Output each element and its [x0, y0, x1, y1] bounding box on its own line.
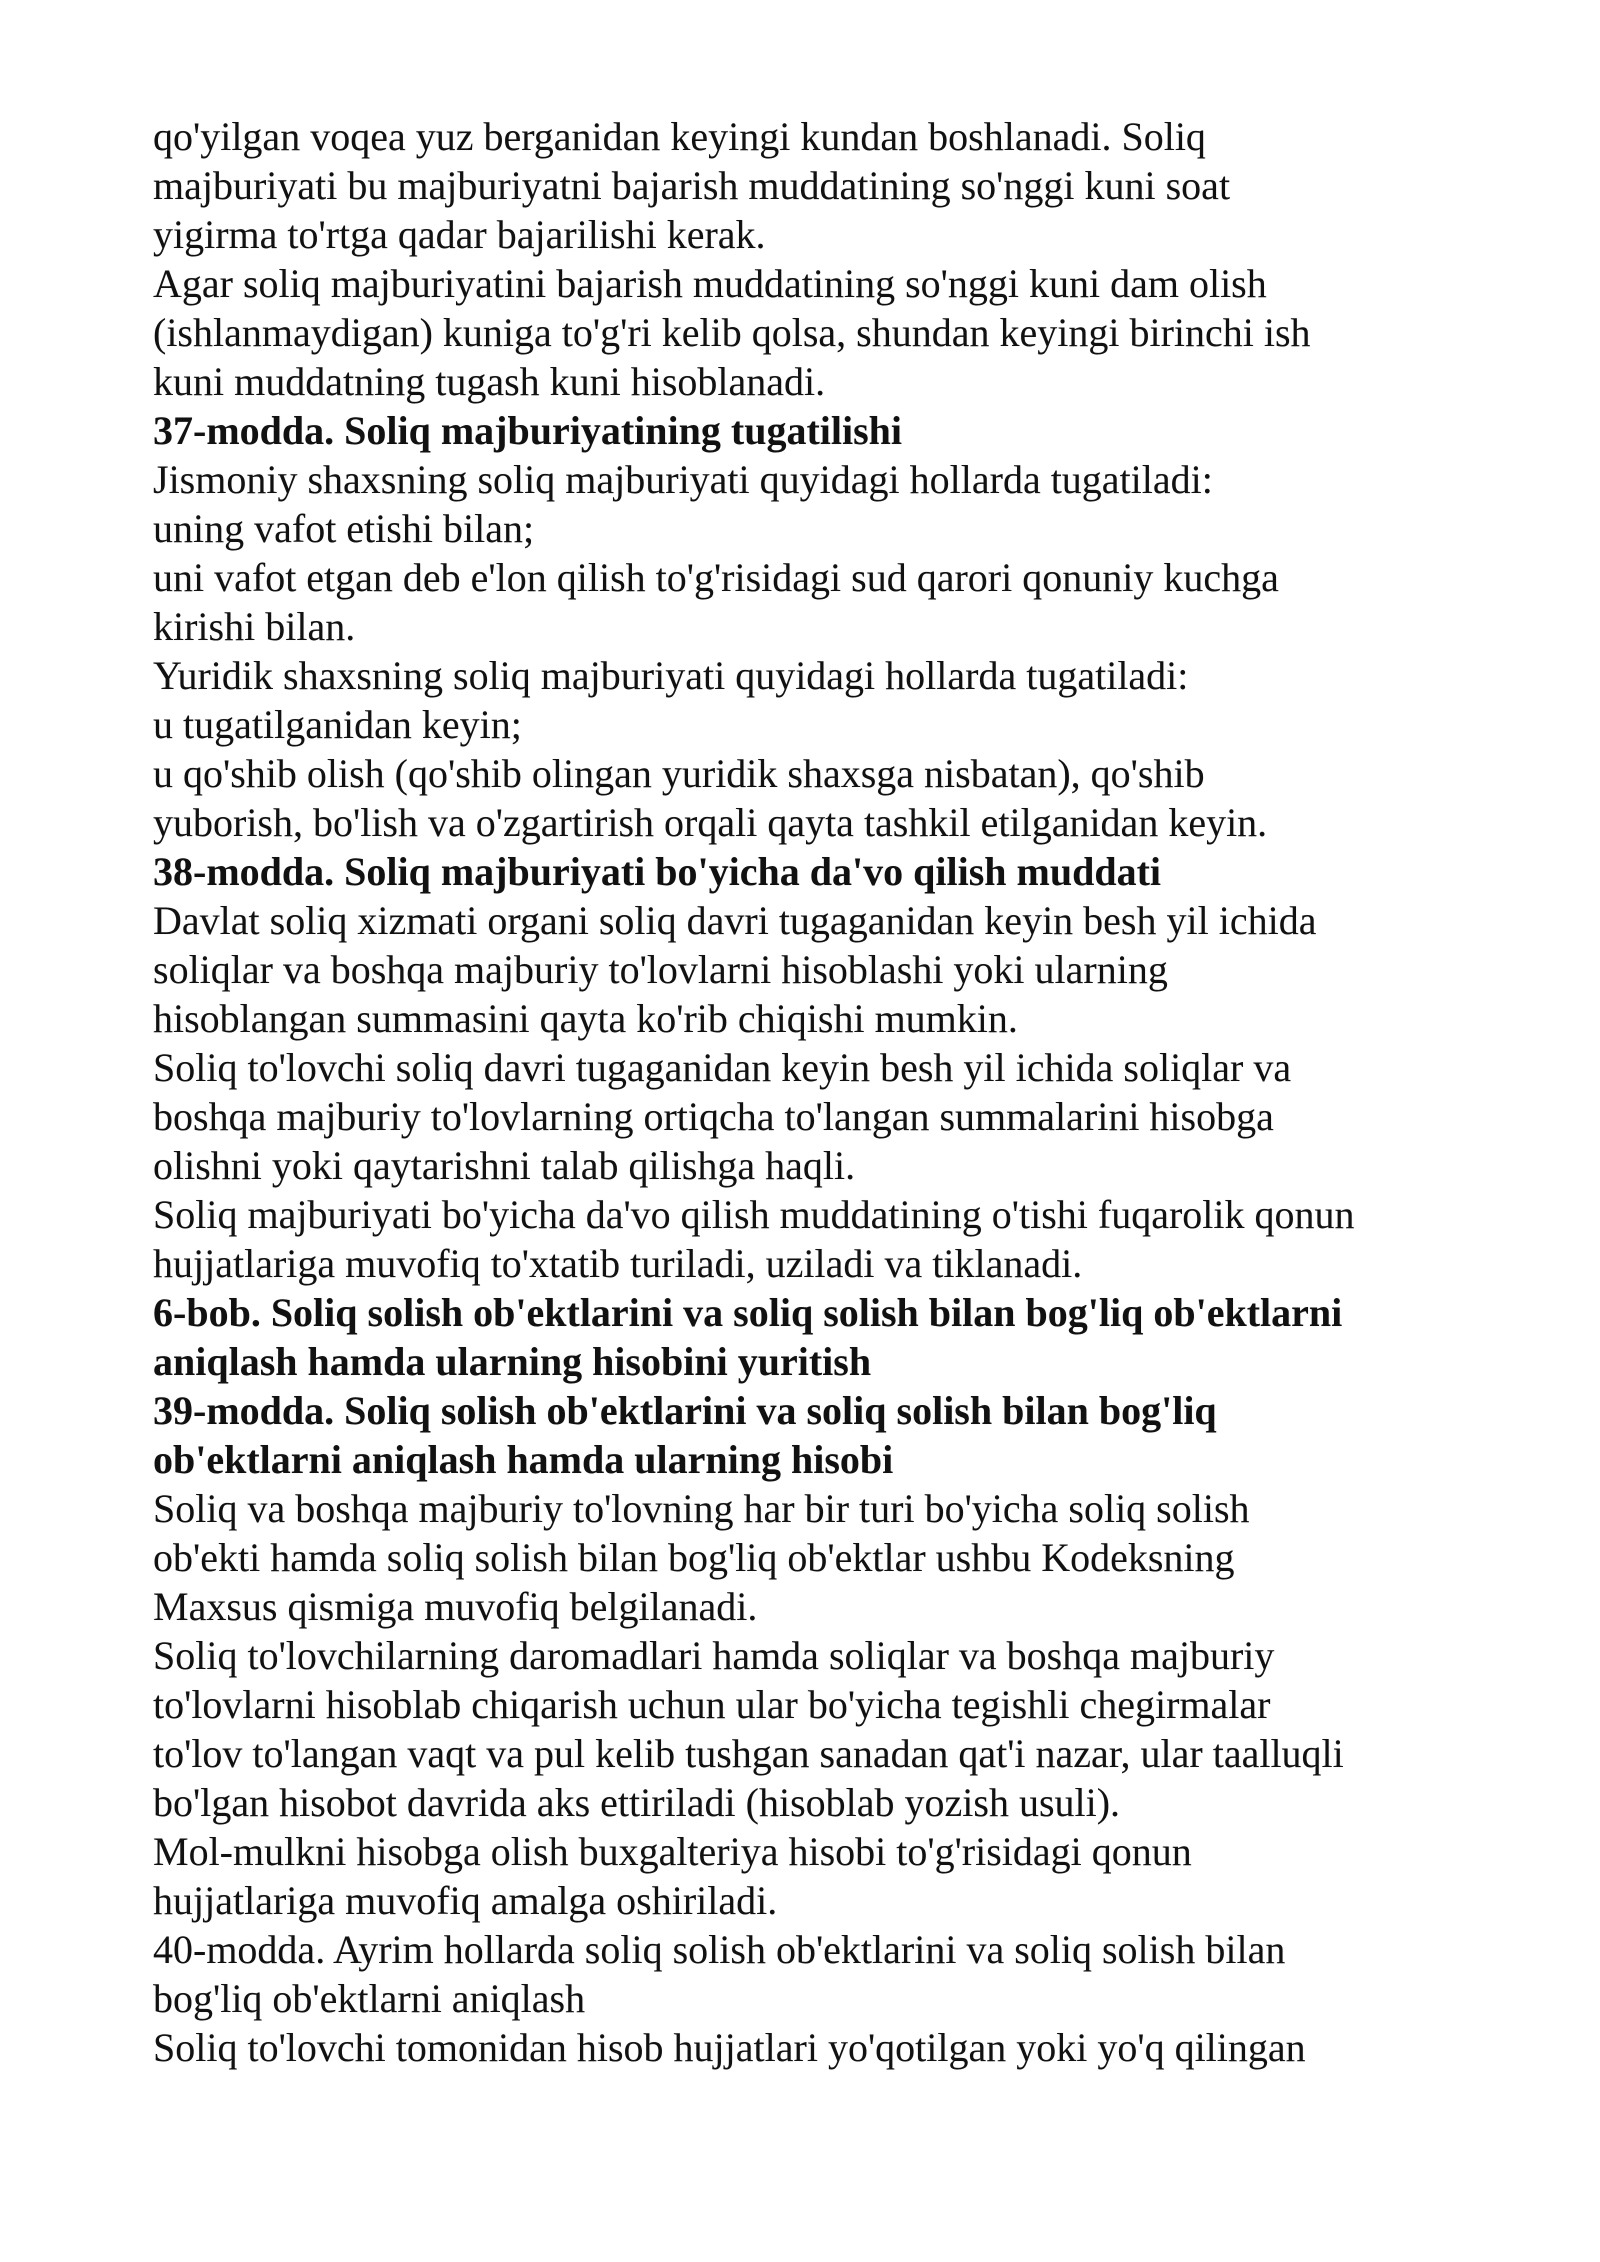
- text-line: qo'yilgan voqea yuz berganidan keyingi kundan boshlanadi. Soliq: [153, 114, 1206, 159]
- text-line: Soliq va boshqa majburiy to'lovning har bir turi bo'yicha soliq solish: [153, 1486, 1250, 1531]
- text-line: to'lovlarni hisoblab chiqarish uchun ular bo'yicha tegishli chegirmalar: [153, 1682, 1271, 1727]
- text-line: Soliq to'lovchilarning daromadlari hamda soliqlar va boshqa majburiy: [153, 1633, 1275, 1678]
- text-line: Soliq majburiyati bo'yicha da'vo qilish muddatining o'tishi fuqarolik qonun: [153, 1192, 1355, 1237]
- text-line: Soliq to'lovchi soliq davri tugaganidan keyin besh yil ichida soliqlar va: [153, 1045, 1292, 1090]
- section-heading: 39-modda. Soliq solish ob'ektlarini va soliq solish bilan bog'liq: [153, 1388, 1217, 1433]
- text-line: Mol-mulkni hisobga olish buxgalteriya hisobi to'g'risidagi qonun: [153, 1829, 1192, 1874]
- text-line: bog'liq ob'ektlarni aniqlash: [153, 1976, 586, 2021]
- text-line: hujjatlariga muvofiq amalga oshiriladi.: [153, 1878, 778, 1923]
- text-line: Maxsus qismiga muvofiq belgilanadi.: [153, 1584, 758, 1629]
- section-heading: aniqlash hamda ularning hisobini yuritish: [153, 1339, 872, 1384]
- document-page: [153, 112, 1473, 2072]
- section-heading: 38-modda. Soliq majburiyati bo'yicha da'vo qilish muddati: [153, 849, 1162, 894]
- text-line: Jismoniy shaxsning soliq majburiyati quyidagi hollarda tugatiladi:: [153, 457, 1213, 502]
- section-heading: 6-bob. Soliq solish ob'ektlarini va soliq solish bilan bog'liq ob'ektlarni: [153, 1290, 1343, 1335]
- text-line: soliqlar va boshqa majburiy to'lovlarni hisoblashi yoki ularning: [153, 947, 1168, 992]
- text-line: 40-modda. Ayrim hollarda soliq solish ob'ektlarini va soliq solish bilan: [153, 1927, 1286, 1972]
- text-line: bo'lgan hisobot davrida aks ettiriladi (hisoblab yozish usuli).: [153, 1780, 1121, 1825]
- text-line: majburiyati bu majburiyatni bajarish muddatining so'nggi kuni soat: [153, 163, 1231, 208]
- section-heading: ob'ektlarni aniqlash hamda ularning hisobi: [153, 1437, 894, 1482]
- text-line: Agar soliq majburiyatini bajarish muddatining so'nggi kuni dam olish: [153, 261, 1267, 306]
- text-line: Yuridik shaxsning soliq majburiyati quyidagi hollarda tugatiladi:: [153, 653, 1189, 698]
- text-line: yuborish, bo'lish va o'zgartirish orqali qayta tashkil etilganidan keyin.: [153, 800, 1268, 845]
- text-line: boshqa majburiy to'lovlarning ortiqcha to'langan summalarini hisobga: [153, 1094, 1274, 1139]
- text-line: Davlat soliq xizmati organi soliq davri tugaganidan keyin besh yil ichida: [153, 898, 1317, 943]
- text-line: uni vafot etgan deb e'lon qilish to'g'risidagi sud qarori qonuniy kuchga: [153, 555, 1279, 600]
- text-line: hujjatlariga muvofiq to'xtatib turiladi, uziladi va tiklanadi.: [153, 1241, 1083, 1286]
- text-line: hisoblangan summasini qayta ko'rib chiqishi mumkin.: [153, 996, 1018, 1041]
- text-line: kuni muddatning tugash kuni hisoblanadi.: [153, 359, 826, 404]
- text-line: u tugatilganidan keyin;: [153, 702, 522, 747]
- text-line: yigirma to'rtga qadar bajarilishi kerak.: [153, 212, 766, 257]
- text-line: u qo'shib olish (qo'shib olingan yuridik shaxsga nisbatan), qo'shib: [153, 751, 1205, 796]
- text-line: to'lov to'langan vaqt va pul kelib tushgan sanadan qat'i nazar, ular taalluqli: [153, 1731, 1344, 1776]
- text-line: kirishi bilan.: [153, 604, 356, 649]
- text-line: Soliq to'lovchi tomonidan hisob hujjatlari yo'qotilgan yoki yo'q qilingan: [153, 2025, 1306, 2070]
- text-line: ob'ekti hamda soliq solish bilan bog'liq ob'ektlar ushbu Kodeksning: [153, 1535, 1235, 1580]
- section-heading: 37-modda. Soliq majburiyatining tugatilishi: [153, 408, 903, 453]
- text-line: uning vafot etishi bilan;: [153, 506, 535, 551]
- text-line: (ishlanmaydigan) kuniga to'g'ri kelib qolsa, shundan keyingi birinchi ish: [153, 310, 1311, 355]
- text-line: olishni yoki qaytarishni talab qilishga haqli.: [153, 1143, 856, 1188]
